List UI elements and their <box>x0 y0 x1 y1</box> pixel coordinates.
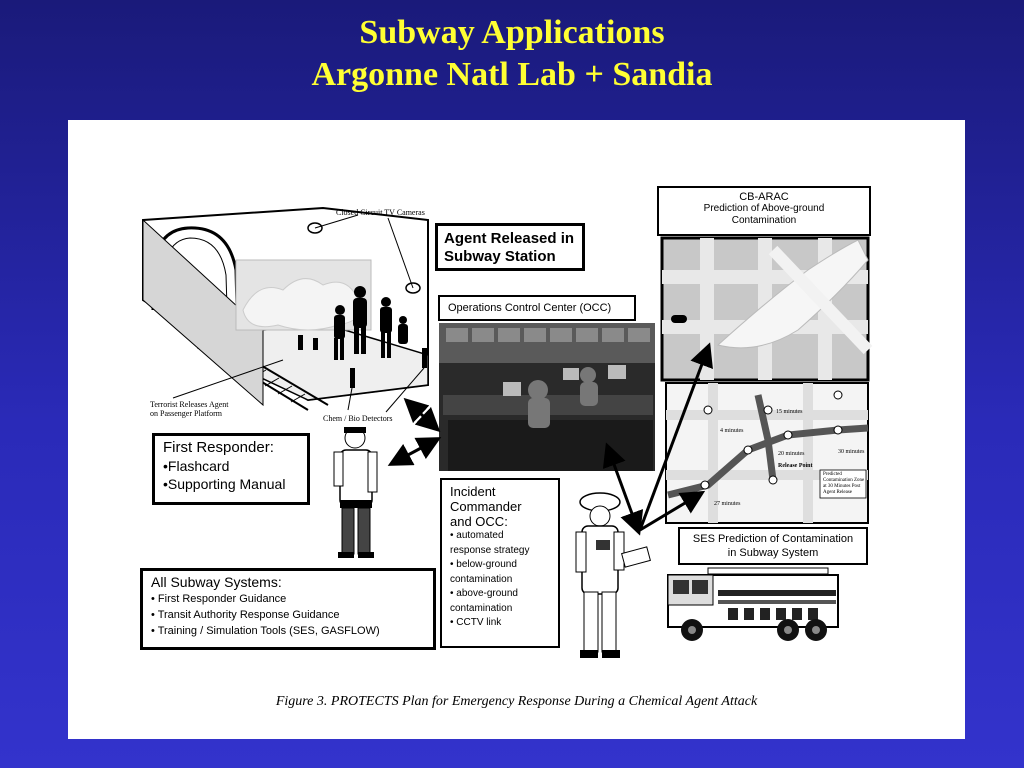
ses-label-20min: 20 minutes <box>778 451 805 457</box>
first-responder-item: •Flashcard <box>163 458 230 474</box>
all-systems-heading: All Subway Systems: <box>151 574 282 590</box>
cb-arac-line-1: Prediction of Above-ground <box>703 203 825 214</box>
first-responder-figure <box>334 427 377 558</box>
ses-legend-line-2: Contamination Zone <box>823 478 865 483</box>
agent-released-box <box>435 223 585 271</box>
all-subway-systems-box <box>140 568 436 650</box>
ic-item: contamination <box>450 602 513 614</box>
terrorist-label-line-1: Terrorist Releases Agent <box>150 400 229 409</box>
ses-label-15min: 15 minutes <box>776 409 803 415</box>
firefighter-figure <box>576 493 650 658</box>
all-systems-list <box>151 591 425 639</box>
slide-title <box>0 12 1024 96</box>
terrorist-label <box>150 400 229 418</box>
ic-item: • automated <box>450 530 504 541</box>
ses-legend <box>823 472 864 496</box>
ses-prediction-line-2: in Subway System <box>727 547 819 559</box>
ic-item: • above-ground <box>450 588 518 599</box>
cb-arac-box <box>657 186 871 236</box>
first-responder-list <box>163 457 299 493</box>
ses-prediction-box <box>678 527 868 565</box>
ic-item: response strategy <box>450 544 530 556</box>
incident-commander-box <box>440 478 560 648</box>
ic-heading-line-1: Incident <box>450 484 496 499</box>
agent-released-line-1: Agent Released in <box>444 230 575 247</box>
incident-commander-list <box>450 529 550 631</box>
protects-figure <box>68 120 965 739</box>
arrow-station-occ <box>408 402 436 428</box>
all-systems-item: • First Responder Guidance <box>151 593 287 605</box>
terrorist-label-line-2: on Passenger Platform <box>150 409 222 418</box>
occ-label-box <box>438 295 636 321</box>
first-responder-box <box>152 433 310 505</box>
fire-truck-icon <box>668 568 838 641</box>
ses-legend-line-4: Agent Release <box>823 490 853 495</box>
all-systems-item: • Transit Authority Response Guidance <box>151 609 340 621</box>
first-responder-heading: First Responder: <box>163 439 274 456</box>
ic-item: contamination <box>450 573 513 585</box>
arrow-responder-occ <box>393 440 436 463</box>
cb-arac-title: CB-ARAC <box>739 191 789 203</box>
ses-label-27min: 27 minutes <box>714 501 741 507</box>
cb-arac-line-2: Contamination <box>731 215 797 226</box>
detectors-label: Chem / Bio Detectors <box>323 414 393 423</box>
ses-label-30min: 30 minutes <box>838 449 865 455</box>
cctv-label: Closed Circuit TV Cameras <box>336 208 425 217</box>
ic-item: • below-ground <box>450 559 517 570</box>
ses-legend-line-3: at 30 Minutes Post <box>823 484 861 489</box>
title-line-2: Argonne Natl Lab + Sandia <box>311 56 713 93</box>
title-line-1: Subway Applications <box>359 14 665 51</box>
ic-heading-line-3: and OCC: <box>450 514 508 529</box>
ses-prediction-line-1: SES Prediction of Contamination <box>692 533 854 545</box>
ses-label-release-point: Release Point <box>778 463 813 469</box>
ses-label-4min: 4 minutes <box>720 428 744 434</box>
ses-legend-line-1: Predicted <box>823 472 842 477</box>
first-responder-item: •Supporting Manual <box>163 476 286 492</box>
all-systems-item: • Training / Simulation Tools (SES, GASFLOW) <box>151 625 380 637</box>
occ-label: Operations Control Center (OCC) <box>448 302 612 314</box>
ic-item: • CCTV link <box>450 617 502 628</box>
figure-caption: Figure 3. PROTECTS Plan for Emergency Response During a Chemical Agent Attack <box>275 694 758 709</box>
agent-released-line-2: Subway Station <box>444 248 556 265</box>
ic-heading-line-2: Commander <box>450 499 522 514</box>
